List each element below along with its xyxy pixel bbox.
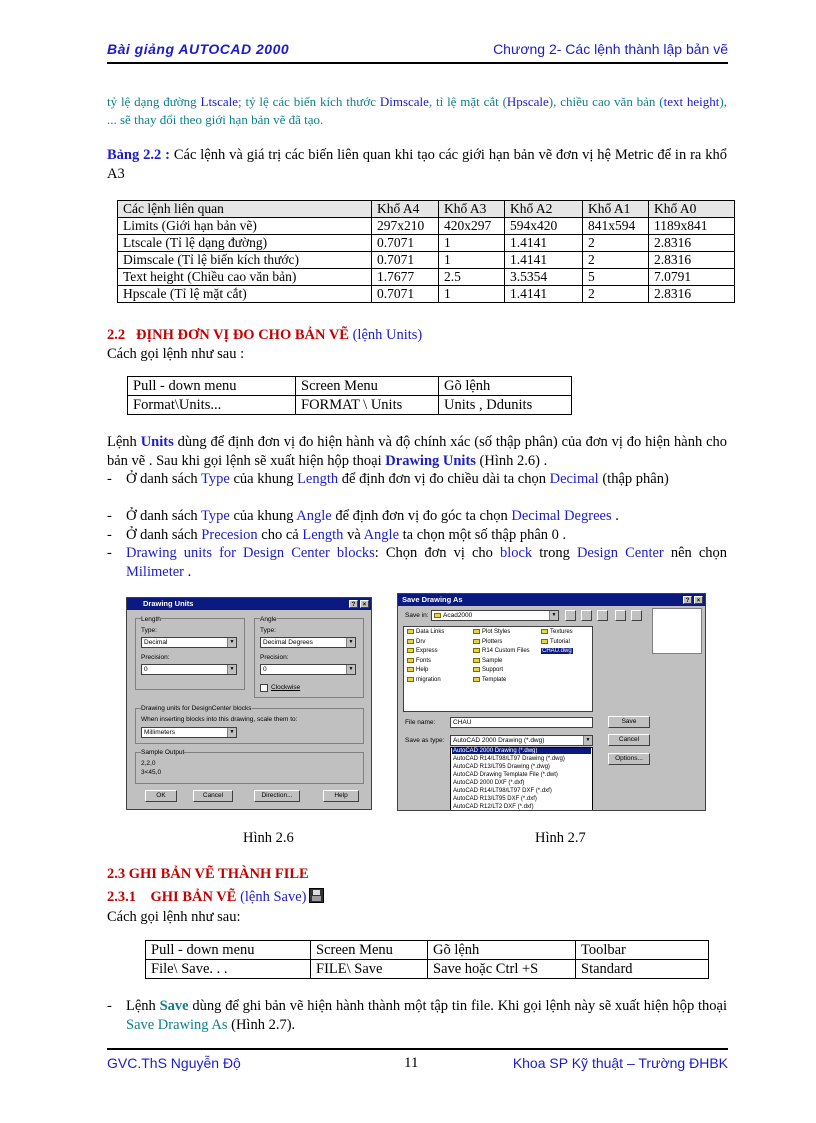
- chevron-down-icon: ▼: [346, 638, 355, 647]
- save-disk-icon: [309, 888, 324, 903]
- folder-icon: [407, 677, 414, 682]
- table-cell: 0.7071: [372, 252, 439, 269]
- table-cell: 420x297: [439, 218, 505, 235]
- section231-heading: 2.3.1 GHI BẢN VẼ (lệnh Save): [107, 888, 324, 906]
- table-cell: 2.8316: [649, 286, 735, 303]
- search-web-icon[interactable]: [581, 610, 592, 621]
- table-cell: 1.7677: [372, 269, 439, 286]
- table-cell: Ltscale (Tỉ lệ dạng đường): [118, 235, 372, 252]
- file-type-option[interactable]: AutoCAD R12/LT2 DXF (*.dxf): [453, 804, 534, 810]
- sample-output-label: Sample Output: [141, 749, 185, 756]
- close-icon[interactable]: ×: [694, 596, 703, 604]
- table22-caption: Bảng 2.2 : Các lệnh và giá trị các biến liên quan khi tạo các giới hạn bản vẽ đơn vị hệ Metric để in ra khổ A3: [107, 147, 727, 182]
- table-row: [118, 269, 735, 286]
- folder-item[interactable]: Drv: [407, 639, 425, 645]
- figure-2-6-caption: Hình 2.6: [243, 830, 294, 846]
- sample-output-group: [135, 752, 364, 784]
- save-as-type-select[interactable]: AutoCAD 2000 Drawing (*.dwg) ▼: [450, 735, 593, 746]
- table-cell: 841x594: [583, 218, 649, 235]
- folder-icon: [473, 677, 480, 682]
- folder-item[interactable]: Plotters: [473, 639, 502, 645]
- close-icon[interactable]: ×: [360, 600, 369, 608]
- bullet-length-type: - Ở danh sách Type của khung Length để định đơn vị đo chiều dài ta chọn Decimal (thập phân): [107, 471, 669, 487]
- file-name-input[interactable]: CHAU: [450, 717, 593, 728]
- file-type-option[interactable]: AutoCAD 2000 Drawing (*.dwg): [452, 748, 591, 754]
- table-cell: 0.7071: [372, 235, 439, 252]
- chevron-down-icon: ▼: [583, 736, 592, 745]
- table-cell: Limits (Giới hạn bản vẽ): [118, 218, 372, 235]
- file-type-option[interactable]: AutoCAD Drawing Template File (*.dwt): [453, 772, 558, 778]
- bullet-angle-type: - Ở danh sách Type của khung Angle để định đơn vị đo góc ta chọn Decimal Degrees .: [107, 508, 619, 524]
- table-cell: Hpscale (Tỉ lệ mặt cắt): [118, 286, 372, 303]
- folder-icon: [407, 667, 414, 672]
- units-command-table: Pull - down menu Screen Menu Gõ lệnh Format\Units... FORMAT \ Units Units , Ddunits: [127, 376, 572, 415]
- options-button[interactable]: Options...: [608, 753, 650, 765]
- page-number: 11: [404, 1055, 419, 1071]
- table-cell: 5: [583, 269, 649, 286]
- metric-limits-table: [117, 200, 735, 303]
- table-row: [118, 235, 735, 252]
- table-cell: 1.4141: [505, 252, 583, 269]
- save-as-type-label: Save as type:: [405, 737, 445, 744]
- table-cell: Text height (Chiều cao văn bản): [118, 269, 372, 286]
- section22-how: Cách gọi lệnh như sau :: [107, 346, 245, 362]
- clockwise-label: Clockwise: [271, 684, 301, 691]
- folder-item[interactable]: Template: [473, 677, 506, 683]
- save-type-dropdown[interactable]: [450, 747, 593, 811]
- table-cell: 1.4141: [505, 235, 583, 252]
- folder-icon: [541, 639, 548, 644]
- folder-item[interactable]: Express: [407, 648, 438, 654]
- folder-item[interactable]: Sample: [473, 658, 502, 664]
- save-in-select[interactable]: Acad2000 ▼: [431, 610, 559, 621]
- bullet-design-center: - Drawing units for Design Center blocks: Chọn đơn vị cho block trong Design Center nên chọn Milimeter .: [107, 545, 728, 580]
- table-cell: Khổ A4: [372, 201, 439, 218]
- folder-item[interactable]: Plot Styles: [473, 629, 510, 635]
- folder-icon: [473, 639, 480, 644]
- chevron-down-icon: ▼: [346, 665, 355, 674]
- header-course-title: Bài giảng AUTOCAD 2000: [107, 41, 290, 57]
- file-type-option[interactable]: AutoCAD R14/LT98/LT97 Drawing (*.dwg): [453, 756, 565, 762]
- chevron-down-icon: ▼: [227, 665, 236, 674]
- save-drawing-as-dialog: [397, 593, 706, 811]
- folder-icon: [407, 658, 414, 663]
- table-cell: 2: [583, 286, 649, 303]
- table-cell: Khổ A3: [439, 201, 505, 218]
- section22-heading: 2.2 ĐỊNH ĐƠN VỊ ĐO CHO BẢN VẼ (lệnh Units): [107, 327, 423, 343]
- preview-pane: [652, 608, 702, 654]
- table-cell: 1: [439, 286, 505, 303]
- footer-rule: [107, 1048, 728, 1050]
- details-view-icon[interactable]: [631, 610, 642, 621]
- folder-item[interactable]: R14 Custom Files: [473, 648, 530, 654]
- list-view-icon[interactable]: [615, 610, 626, 621]
- section23-heading: 2.3 GHI BẢN VẼ THÀNH FILE: [107, 866, 309, 882]
- bullet-precision: - Ở danh sách Precesion cho cả Length và Angle ta chọn một số thập phân 0 .: [107, 527, 567, 543]
- clockwise-checkbox[interactable]: [260, 684, 268, 692]
- angle-label: Angle: [260, 616, 277, 623]
- drawing-units-dialog: [126, 597, 372, 810]
- design-center-units-select[interactable]: Millimeters ▼: [141, 727, 237, 738]
- help-title-button[interactable]: ?: [683, 596, 692, 604]
- chevron-down-icon: ▼: [549, 611, 558, 620]
- angle-precision-select[interactable]: 0 ▼: [260, 664, 356, 675]
- table-cell: 1: [439, 235, 505, 252]
- figure-2-7-caption: Hình 2.7: [535, 830, 586, 846]
- angle-type-label: Type:: [260, 627, 276, 634]
- table-cell: 0.7071: [372, 286, 439, 303]
- folder-item[interactable]: Support: [473, 667, 503, 673]
- table-row: [118, 218, 735, 235]
- header-rule: [107, 62, 728, 64]
- file-type-option[interactable]: AutoCAD R14/LT98/LT97 DXF (*.dxf): [453, 788, 552, 794]
- table-cell: 2: [583, 235, 649, 252]
- table-cell: 2.8316: [649, 252, 735, 269]
- chevron-down-icon: ▼: [227, 638, 236, 647]
- section23-how: Cách gọi lệnh như sau:: [107, 909, 241, 925]
- header-chapter-title: Chương 2- Các lệnh thành lập bản vẽ: [493, 41, 728, 57]
- length-label: Length: [141, 616, 161, 623]
- table-cell: 2.8316: [649, 235, 735, 252]
- table-cell: 297x210: [372, 218, 439, 235]
- folder-item[interactable]: Tutorial: [541, 639, 570, 645]
- folder-item[interactable]: Help: [407, 667, 428, 673]
- table-row: [118, 286, 735, 303]
- table-cell: 2.5: [439, 269, 505, 286]
- table-cell: Dimscale (Tỉ lệ biến kích thước): [118, 252, 372, 269]
- design-center-group: [135, 708, 364, 744]
- folder-icon: [473, 667, 480, 672]
- folder-icon: [434, 613, 441, 618]
- table-cell: 1.4141: [505, 286, 583, 303]
- intro-paragraph: tỷ lệ dạng đường Ltscale; tỷ lệ các biến kích thước Dimscale, tỉ lệ mặt cắt (Hpscale), chiều cao văn bản (text height), ... sẽ thay đổi theo giới hạn bản vẽ đã tạo.: [107, 94, 728, 127]
- folder-item[interactable]: migration: [407, 677, 441, 683]
- table-row: [118, 252, 735, 269]
- table-header-row: [118, 201, 735, 218]
- table-cell: 1189x841: [649, 218, 735, 235]
- help-title-button[interactable]: ?: [349, 600, 358, 608]
- sample-output-line1: 2,2,0: [141, 760, 156, 767]
- folder-icon: [407, 648, 414, 653]
- file-type-option[interactable]: AutoCAD R13/LT95 DXF (*.dxf): [453, 796, 537, 802]
- length-type-select[interactable]: Decimal ▼: [141, 637, 237, 648]
- cancel-button[interactable]: Cancel: [608, 734, 650, 746]
- save-button[interactable]: Save: [608, 716, 650, 728]
- angle-type-select[interactable]: Decimal Degrees ▼: [260, 637, 356, 648]
- length-precision-select[interactable]: 0 ▼: [141, 664, 237, 675]
- bullet-save-command: - Lệnh Save dùng để ghi bản vẽ hiện hành thành một tập tin file. Khi gọi lệnh này sẽ xuất hiện hộp thoại Save Drawing As (Hình 2.7).: [107, 998, 727, 1033]
- folder-icon: [473, 629, 480, 634]
- table-cell: 7.0791: [649, 269, 735, 286]
- length-type-label: Type:: [141, 627, 157, 634]
- save-dialog-titlebar: Save Drawing As ? ×: [398, 594, 705, 606]
- file-type-option[interactable]: AutoCAD 2000 DXF (*.dxf): [453, 780, 525, 786]
- table-cell: 2: [583, 252, 649, 269]
- cancel-button[interactable]: Cancel: [193, 790, 233, 802]
- table-cell: 3.5354: [505, 269, 583, 286]
- chevron-down-icon: ▼: [227, 728, 236, 737]
- folder-item[interactable]: Fonts: [407, 658, 431, 664]
- direction-button[interactable]: Direction...: [254, 790, 300, 802]
- file-item[interactable]: CHAU.dwg: [542, 648, 572, 654]
- drawing-units-titlebar: Drawing Units ? ×: [127, 598, 371, 610]
- folder-icon: [473, 658, 480, 663]
- help-button[interactable]: Help: [323, 790, 359, 802]
- folder-icon: [541, 629, 548, 634]
- folder-item[interactable]: Textures: [541, 629, 573, 635]
- length-precision-label: Precision:: [141, 654, 170, 661]
- folder-icon: [473, 648, 480, 653]
- footer-institution: Khoa SP Kỹ thuật – Trường ĐHBK: [512, 1055, 728, 1071]
- file-type-option[interactable]: AutoCAD R13/LT95 Drawing (*.dwg): [453, 764, 550, 770]
- table-cell: Các lệnh liên quan: [118, 201, 372, 218]
- table-cell: 1: [439, 252, 505, 269]
- save-in-label: Save in:: [405, 612, 429, 619]
- design-center-label: Drawing units for DesignCenter blocks: [141, 705, 252, 712]
- units-paragraph: Lệnh Units dùng để định đơn vị đo hiện hành và độ chính xác (số thập phân) của đơn vị đo hiện hành cho bản vẽ . Sau khi gọi lệnh sẽ xuất hiện hộp thoại Drawing Units (Hình 2.6) .: [107, 434, 728, 469]
- sample-output-line2: 3<45,0: [141, 769, 162, 776]
- file-name-label: File name:: [405, 719, 436, 726]
- table-cell: 594x420: [505, 218, 583, 235]
- file-list[interactable]: [403, 626, 593, 712]
- ok-button[interactable]: OK: [145, 790, 177, 802]
- footer-author: GVC.ThS Nguyễn Độ: [107, 1055, 241, 1071]
- save-command-table: Pull - down menu Screen Menu Gõ lệnh Toolbar File\ Save. . . FILE\ Save Save hoặc Ctrl +S Standard: [145, 940, 709, 979]
- inserting-label: When inserting blocks into this drawing, scale them to:: [141, 716, 298, 723]
- folder-icon: [407, 629, 414, 634]
- angle-precision-label: Precision:: [260, 654, 289, 661]
- up-folder-icon[interactable]: [565, 610, 576, 621]
- table-cell: Khổ A1: [583, 201, 649, 218]
- folder-icon: [407, 639, 414, 644]
- folder-item[interactable]: Data Links: [407, 629, 444, 635]
- new-folder-icon[interactable]: [597, 610, 608, 621]
- table-cell: Khổ A0: [649, 201, 735, 218]
- table-cell: Khổ A2: [505, 201, 583, 218]
